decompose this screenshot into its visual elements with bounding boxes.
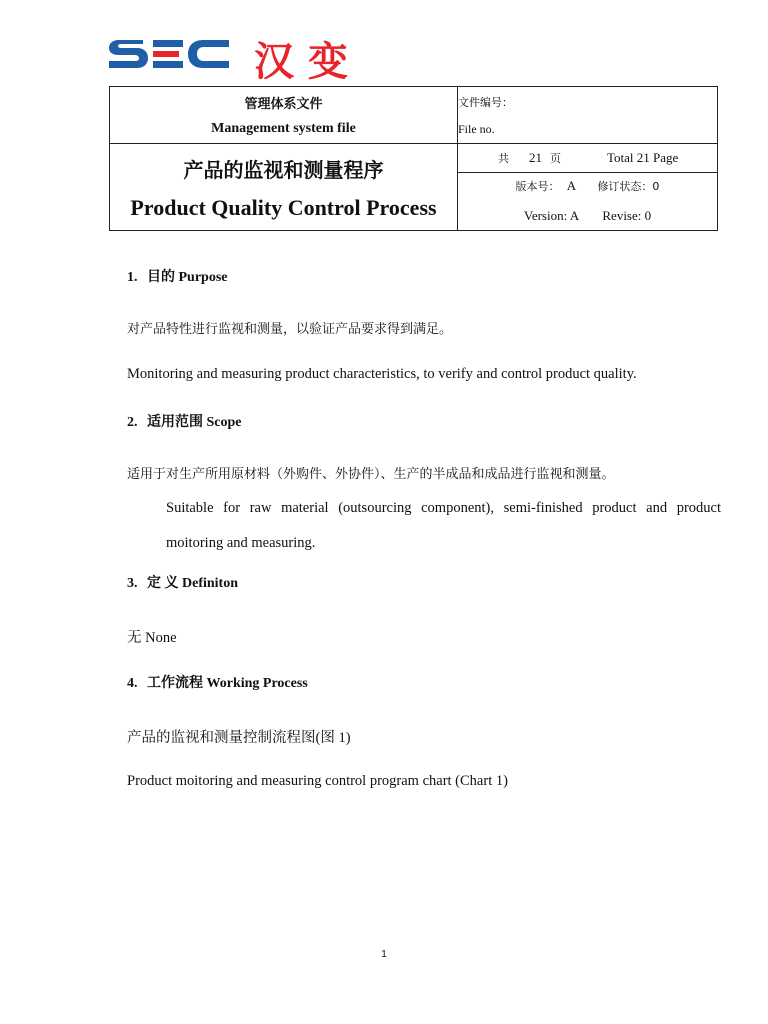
section-heading-definition — [127, 572, 238, 592]
version-cn-line — [516, 178, 660, 194]
doc-title-cell — [110, 144, 458, 231]
file-no-en: File no. — [458, 122, 495, 136]
purpose-text-en: Monitoring and measuring product characteristics, to verify and control product quality. — [127, 366, 637, 382]
definition-text: 无 None — [127, 630, 177, 646]
purpose-text-cn: 对产品特性进行监视和测量，以验证产品要求得到满足。 — [127, 322, 453, 337]
section-number: 4. — [127, 676, 138, 691]
version-en: Version: A — [523, 208, 580, 224]
section-number: 1. — [127, 270, 138, 285]
scope-text-en-line1: Suitable for raw material (outsourcing component), semi-finished product and product — [166, 500, 721, 516]
file-no-cell — [458, 87, 718, 144]
section-title: 工作流程 Working Process — [147, 676, 308, 691]
sec-logo-mark — [107, 36, 232, 72]
page-number: 1 — [381, 949, 387, 960]
version-value: A — [566, 178, 577, 194]
logo-chinese-text: 汉变 — [254, 39, 362, 85]
doc-title-en: Product Quality Control Process — [130, 195, 437, 220]
document-header-table — [109, 86, 718, 231]
revise-cn-label: 修订状态：0 — [597, 180, 660, 194]
version-cn-label: 版本号： — [515, 180, 560, 194]
doc-type-cn: 管理体系文件 — [244, 97, 323, 112]
section-heading-purpose — [127, 266, 228, 286]
working-process-text-en: Product moitoring and measuring control program chart (Chart 1) — [127, 773, 508, 789]
scope-text-en-line2: moitoring and measuring. — [166, 535, 316, 551]
doc-type-en: Management system file — [211, 121, 356, 136]
section-title: 定 义 Definiton — [147, 576, 238, 591]
revise-en: Revise: 0 — [602, 208, 652, 224]
section-heading-working-process — [127, 672, 308, 692]
scope-text-cn: 适用于对生产所用原材料（外购件、外协件）、生产的半成品和成品进行监视和测量。 — [127, 467, 615, 482]
section-heading-scope — [127, 411, 242, 431]
section-number: 2. — [127, 415, 138, 430]
section-title: 目的 Purpose — [147, 270, 228, 285]
pages-en: Total 21 Page — [607, 150, 679, 166]
section-number: 3. — [127, 576, 138, 591]
version-cell — [458, 173, 718, 231]
doc-title-cn: 产品的监视和测量程序 — [183, 158, 384, 182]
pages-cn-prefix: 共 — [498, 152, 509, 166]
pages-cn-suffix: 页 — [550, 152, 561, 166]
file-no-cn: 文件编号： — [458, 96, 513, 109]
company-logo — [107, 34, 362, 85]
pages-count: 21 — [529, 150, 542, 166]
working-process-text-cn: 产品的监视和测量控制流程图(图 1) — [127, 730, 351, 746]
version-en-line — [524, 208, 651, 224]
page-count-cell — [458, 144, 718, 173]
section-title: 适用范围 Scope — [147, 415, 242, 430]
doc-type-cell — [110, 87, 458, 144]
